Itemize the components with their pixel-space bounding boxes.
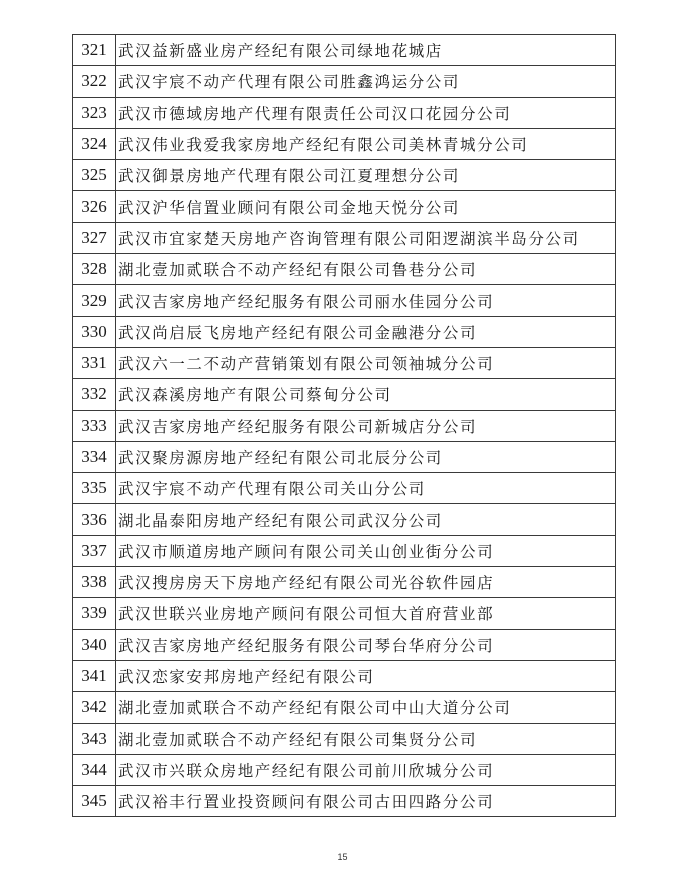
table-row — [73, 66, 616, 97]
table-row — [73, 254, 616, 285]
row-number: 338 — [73, 567, 116, 598]
row-number: 345 — [73, 786, 116, 817]
company-name: 武汉吉家房地产经纪服务有限公司琴台华府分公司 — [116, 629, 616, 660]
company-list-body — [73, 35, 616, 817]
row-number: 336 — [73, 504, 116, 535]
table-row — [73, 379, 616, 410]
table-row — [73, 222, 616, 253]
row-number: 329 — [73, 285, 116, 316]
row-number: 330 — [73, 316, 116, 347]
row-number: 334 — [73, 441, 116, 472]
table-row — [73, 535, 616, 566]
table-row — [73, 504, 616, 535]
company-name: 武汉市顺道房地产顾问有限公司关山创业街分公司 — [116, 535, 616, 566]
table-row — [73, 97, 616, 128]
row-number: 323 — [73, 97, 116, 128]
table-row — [73, 723, 616, 754]
row-number: 326 — [73, 191, 116, 222]
company-name: 武汉宇宸不动产代理有限公司胜鑫鸿运分公司 — [116, 66, 616, 97]
row-number: 327 — [73, 222, 116, 253]
table-row — [73, 598, 616, 629]
table-row — [73, 285, 616, 316]
table-row — [73, 128, 616, 159]
company-name: 武汉伟业我爱我家房地产经纪有限公司美林青城分公司 — [116, 128, 616, 159]
company-name: 武汉搜房房天下房地产经纪有限公司光谷软件园店 — [116, 567, 616, 598]
page-number: 15 — [337, 852, 348, 862]
company-name: 湖北壹加贰联合不动产经纪有限公司中山大道分公司 — [116, 692, 616, 723]
company-list-table — [72, 34, 616, 817]
company-name: 武汉吉家房地产经纪服务有限公司新城店分公司 — [116, 410, 616, 441]
table-row — [73, 347, 616, 378]
table-row — [73, 786, 616, 817]
table-row — [73, 473, 616, 504]
company-name: 武汉市德域房地产代理有限责任公司汉口花园分公司 — [116, 97, 616, 128]
row-number: 331 — [73, 347, 116, 378]
company-name: 武汉世联兴业房地产顾问有限公司恒大首府营业部 — [116, 598, 616, 629]
table-row — [73, 316, 616, 347]
table-row — [73, 441, 616, 472]
table-row — [73, 35, 616, 66]
table-row — [73, 410, 616, 441]
company-name: 武汉吉家房地产经纪服务有限公司丽水佳园分公司 — [116, 285, 616, 316]
company-name: 武汉裕丰行置业投资顾问有限公司古田四路分公司 — [116, 786, 616, 817]
row-number: 328 — [73, 254, 116, 285]
row-number: 332 — [73, 379, 116, 410]
row-number: 340 — [73, 629, 116, 660]
row-number: 333 — [73, 410, 116, 441]
company-name: 湖北晶泰阳房地产经纪有限公司武汉分公司 — [116, 504, 616, 535]
row-number: 321 — [73, 35, 116, 66]
company-name: 武汉恋家安邦房地产经纪有限公司 — [116, 660, 616, 691]
company-name: 湖北壹加贰联合不动产经纪有限公司集贤分公司 — [116, 723, 616, 754]
row-number: 337 — [73, 535, 116, 566]
table-row — [73, 629, 616, 660]
company-name: 武汉森溪房地产有限公司蔡甸分公司 — [116, 379, 616, 410]
company-name: 武汉聚房源房地产经纪有限公司北辰分公司 — [116, 441, 616, 472]
row-number: 325 — [73, 160, 116, 191]
row-number: 339 — [73, 598, 116, 629]
company-name: 武汉六一二不动产营销策划有限公司领袖城分公司 — [116, 347, 616, 378]
company-name: 武汉市宜家楚天房地产咨询管理有限公司阳逻湖滨半岛分公司 — [116, 222, 616, 253]
table-row — [73, 754, 616, 785]
row-number: 324 — [73, 128, 116, 159]
row-number: 335 — [73, 473, 116, 504]
company-name: 武汉益新盛业房产经纪有限公司绿地花城店 — [116, 35, 616, 66]
company-name: 武汉沪华信置业顾问有限公司金地天悦分公司 — [116, 191, 616, 222]
company-name: 湖北壹加贰联合不动产经纪有限公司鲁巷分公司 — [116, 254, 616, 285]
company-name: 武汉御景房地产代理有限公司江夏理想分公司 — [116, 160, 616, 191]
company-name: 武汉市兴联众房地产经纪有限公司前川欣城分公司 — [116, 754, 616, 785]
table-row — [73, 692, 616, 723]
company-name: 武汉宇宸不动产代理有限公司关山分公司 — [116, 473, 616, 504]
row-number: 341 — [73, 660, 116, 691]
table-row — [73, 191, 616, 222]
company-name: 武汉尚启辰飞房地产经纪有限公司金融港分公司 — [116, 316, 616, 347]
row-number: 322 — [73, 66, 116, 97]
table-row — [73, 660, 616, 691]
table-row — [73, 160, 616, 191]
row-number: 343 — [73, 723, 116, 754]
row-number: 344 — [73, 754, 116, 785]
row-number: 342 — [73, 692, 116, 723]
table-row — [73, 567, 616, 598]
